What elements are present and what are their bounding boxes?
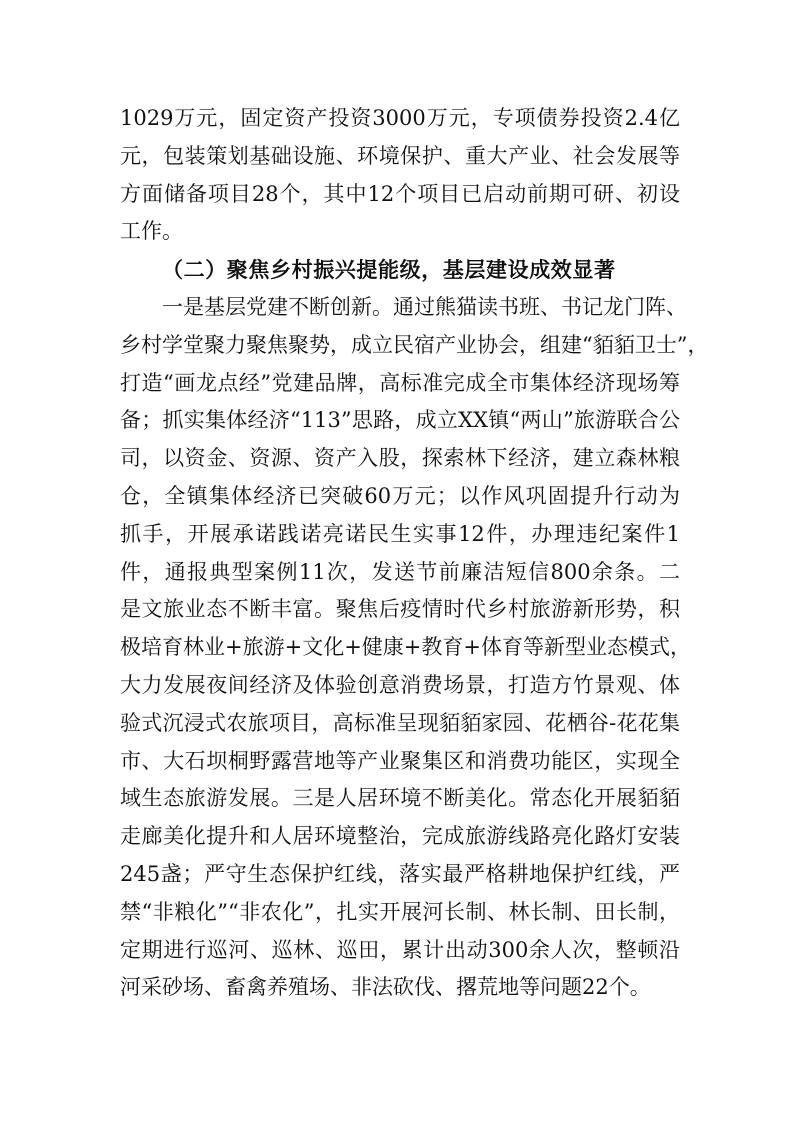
paragraph-1-line: 元，包装策划基础设施、环境保护、重大产业、社会发展等 — [120, 143, 680, 168]
paragraph-2-line: 禁“非粮化”“非农化”，扎实开展河长制、林长制、田长制， — [120, 899, 680, 924]
paragraph-2-line: 是文旅业态不断丰富。聚焦后疫情时代乡村旅游新形势，积 — [120, 597, 680, 622]
paragraph-2-line: 大力发展夜间经济及体验创意消费场景，打造方竹景观、体 — [120, 672, 680, 697]
paragraph-2-line: 市、大石坝桐野露营地等产业聚集区和消费功能区，实现全 — [120, 748, 680, 773]
paragraph-2-line: 一是基层党建不断创新。通过熊猫读书班、书记龙门阵、 — [162, 294, 687, 319]
paragraph-2-line: 抓手，开展承诺践诺亮诺民生实事12件，办理违纪案件1 — [120, 521, 680, 546]
section-heading: （二）聚焦乡村振兴提能级，基层建设成效显著 — [162, 257, 616, 283]
paragraph-2-line: 245盏；严守生态保护红线，落实最严格耕地保护红线，严 — [120, 861, 680, 886]
paragraph-2-line: 备；抓实集体经济“113”思路，成立XX镇“两山”旅游联合公 — [120, 408, 680, 433]
paragraph-2-line: 走廊美化提升和人居环境整治，完成旅游线路亮化路灯安装 — [120, 824, 680, 849]
paragraph-2-line: 打造“画龙点经”党建品牌，高标准完成全市集体经济现场筹 — [120, 370, 680, 395]
paragraph-2-line: 域生态旅游发展。三是人居环境不断美化。常态化开展貊貊 — [120, 786, 680, 811]
paragraph-2-line: 定期进行巡河、巡林、巡田，累计出动300余人次，整顿沿 — [120, 937, 680, 962]
paragraph-2-line: 仓，全镇集体经济已突破60万元；以作风巩固提升行动为 — [120, 483, 680, 508]
paragraph-1-line: 1029万元，固定资产投资3000万元，专项债券投资2.4亿 — [120, 106, 680, 130]
paragraph-1 — [120, 100, 680, 251]
paragraph-2-line: 司，以资金、资源、资产入股，探索林下经济，建立森林粮 — [120, 446, 680, 471]
paragraph-1-line: 工作。 — [120, 219, 183, 244]
paragraph-2 — [120, 289, 709, 1007]
paragraph-2-line: 极培育林业+旅游+文化+健康+教育+体育等新型业态模式， — [120, 635, 691, 660]
paragraph-1-line: 方面储备项目28个，其中12个项目已启动前期可研、初设 — [120, 181, 680, 206]
document-page — [120, 100, 709, 1007]
paragraph-2-line: 验式沉浸式农旅项目，高标准呈现貊貊家园、花栖谷-花花集 — [120, 710, 680, 735]
paragraph-2-line: 件，通报典型案例11次，发送节前廉洁短信800余条。二 — [120, 559, 680, 584]
paragraph-2-line: 乡村学堂聚力聚焦聚势，成立民宿产业协会，组建“貊貊卫士”， — [120, 332, 709, 357]
paragraph-2-line: 河采砂场、畜禽养殖场、非法砍伐、撂荒地等问题22个。 — [120, 975, 651, 1000]
